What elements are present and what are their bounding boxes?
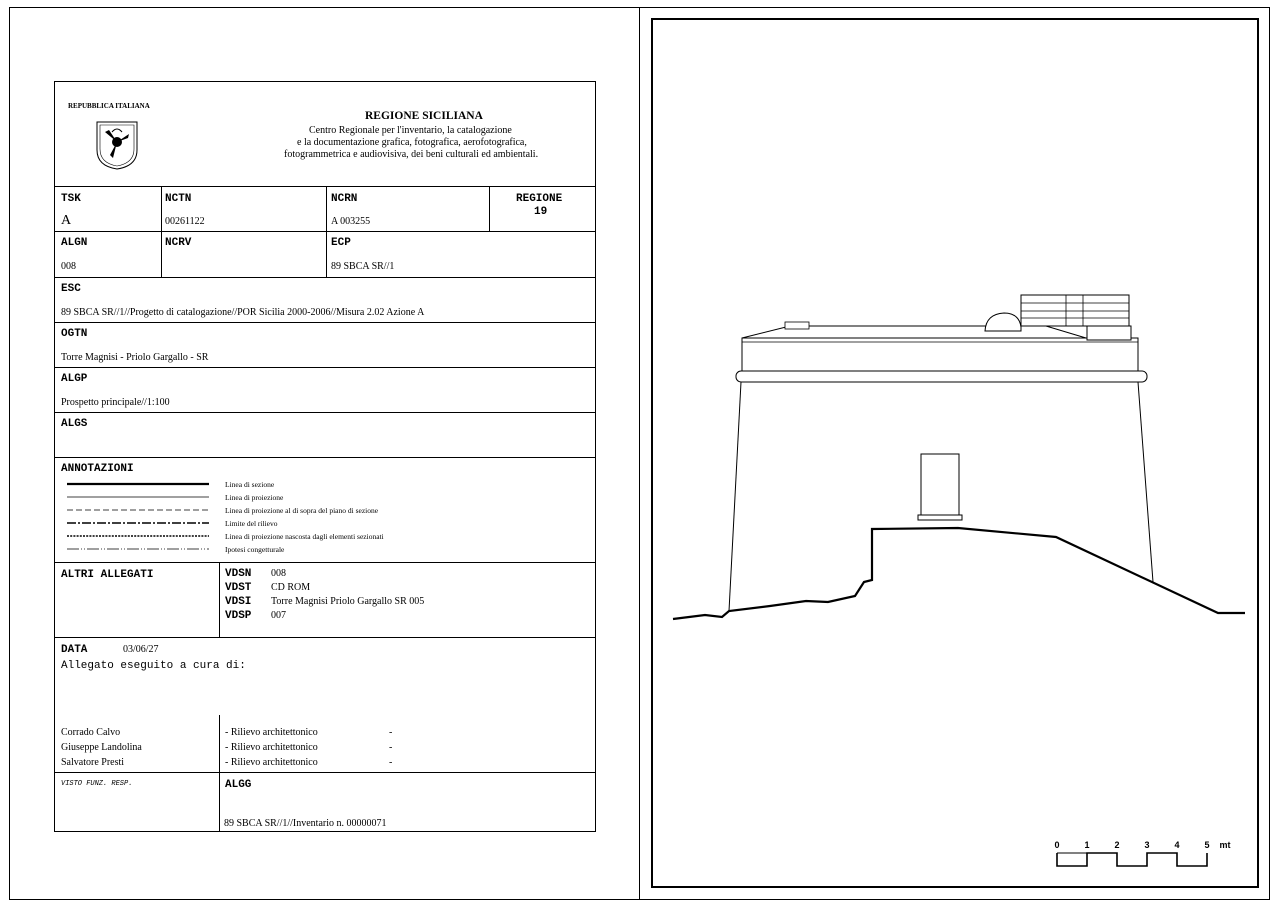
author-dash: - bbox=[389, 757, 393, 768]
scale-tick-3: 3 bbox=[1144, 840, 1150, 850]
header-line-1: Centro Regionale per l'inventario, la catalogazione bbox=[309, 125, 512, 136]
tsk-value: A bbox=[61, 213, 72, 228]
scale-unit: mt bbox=[1219, 840, 1231, 850]
author-name: Salvatore Presti bbox=[61, 757, 125, 768]
ncrn-value: A 003255 bbox=[331, 216, 371, 227]
regione-value: 19 bbox=[534, 206, 548, 218]
algg-label: ALGG bbox=[225, 779, 252, 791]
legend-label-6: Ipotesi congetturale bbox=[225, 545, 285, 554]
data-label: DATA bbox=[61, 644, 88, 656]
esc-value: 89 SBCA SR//1//Progetto di catalogazione//POR Sicilia 2000-2006//Misura 2.02 Azione A bbox=[61, 307, 425, 318]
vdsn-label: VDSN bbox=[225, 568, 252, 580]
tower-door bbox=[921, 454, 959, 515]
scale-tick-4: 4 bbox=[1174, 840, 1180, 850]
tsk-label: TSK bbox=[61, 193, 81, 205]
algp-label: ALGP bbox=[61, 373, 88, 385]
vdsi-label: VDSI bbox=[225, 596, 252, 608]
republic-label: REPUBBLICA ITALIANA bbox=[68, 102, 150, 110]
scale-bar bbox=[1054, 840, 1230, 866]
ogtn-label: OGTN bbox=[61, 328, 88, 340]
nctn-label: NCTN bbox=[165, 193, 192, 205]
legend-label-1: Linea di sezione bbox=[225, 480, 275, 489]
vdsi-value: Torre Magnisi Priolo Gargallo SR 005 bbox=[271, 596, 425, 607]
vdst-value: CD ROM bbox=[271, 582, 311, 593]
legend-label-3: Linea di proiezione al di sopra del piano di sezione bbox=[225, 506, 379, 515]
data-note: Allegato eseguito a cura di: bbox=[61, 660, 246, 672]
ecp-label: ECP bbox=[331, 237, 351, 249]
tower-wall-left bbox=[729, 382, 741, 611]
tower-parapet bbox=[742, 338, 1138, 371]
author-role: - Rilievo architettonico bbox=[225, 742, 318, 753]
ncrv-label: NCRV bbox=[165, 237, 192, 249]
door-step bbox=[918, 515, 962, 520]
vdsn-value: 008 bbox=[271, 568, 286, 579]
esc-label: ESC bbox=[61, 283, 81, 295]
roof-turret bbox=[1021, 295, 1129, 326]
data-value: 03/06/27 bbox=[123, 644, 159, 655]
author-dash: - bbox=[389, 742, 393, 753]
scale-tick-0: 0 bbox=[1054, 840, 1060, 850]
ncrn-label: NCRN bbox=[331, 193, 358, 205]
vdsp-label: VDSP bbox=[225, 610, 252, 622]
scale-tick-2: 2 bbox=[1114, 840, 1120, 850]
roof-dome bbox=[985, 313, 1021, 331]
algn-value: 008 bbox=[61, 261, 76, 272]
visto-label: VISTO FUNZ. RESP. bbox=[61, 780, 133, 788]
legend-label-2: Linea di proiezione bbox=[225, 493, 284, 502]
vdsp-value: 007 bbox=[271, 610, 286, 621]
scale-tick-1: 1 bbox=[1084, 840, 1090, 850]
region-title: REGIONE SICILIANA bbox=[365, 110, 483, 122]
ecp-value: 89 SBCA SR//1 bbox=[331, 261, 395, 272]
algp-value: Prospetto principale//1:100 bbox=[61, 397, 170, 408]
author-name: Corrado Calvo bbox=[61, 727, 121, 738]
vdst-label: VDST bbox=[225, 582, 252, 594]
scale-tick-5: 5 bbox=[1204, 840, 1210, 850]
tower-cornice bbox=[736, 371, 1147, 382]
author-role: - Rilievo architettonico bbox=[225, 727, 318, 738]
algn-label: ALGN bbox=[61, 237, 88, 249]
legend-label-5: Linea di proiezione nascosta dagli elementi sezionati bbox=[225, 532, 384, 541]
nctn-value: 00261122 bbox=[165, 216, 205, 227]
author-role: - Rilievo architettonico bbox=[225, 757, 318, 768]
algs-label: ALGS bbox=[61, 418, 88, 430]
ground-line bbox=[673, 528, 1245, 619]
header-line-2: e la documentazione grafica, fotografica, aerofotografica, bbox=[297, 137, 527, 148]
algg-value: 89 SBCA SR//1//Inventario n. 00000071 bbox=[224, 818, 387, 829]
regione-label: REGIONE bbox=[516, 193, 563, 205]
ogtn-value: Torre Magnisi - Priolo Gargallo - SR bbox=[61, 352, 209, 363]
author-name: Giuseppe Landolina bbox=[61, 742, 142, 753]
author-dash: - bbox=[389, 727, 393, 738]
roof-chimney bbox=[785, 322, 809, 329]
tower-wall-right bbox=[1138, 382, 1153, 582]
roof-block bbox=[1087, 326, 1131, 340]
annotazioni-label: ANNOTAZIONI bbox=[61, 463, 134, 475]
altri-allegati-label: ALTRI ALLEGATI bbox=[61, 569, 154, 581]
header-line-3: fotogrammetrica e audiovisiva, dei beni culturali ed ambientali. bbox=[284, 149, 539, 160]
legend-label-4: Limite del rilievo bbox=[225, 519, 278, 528]
